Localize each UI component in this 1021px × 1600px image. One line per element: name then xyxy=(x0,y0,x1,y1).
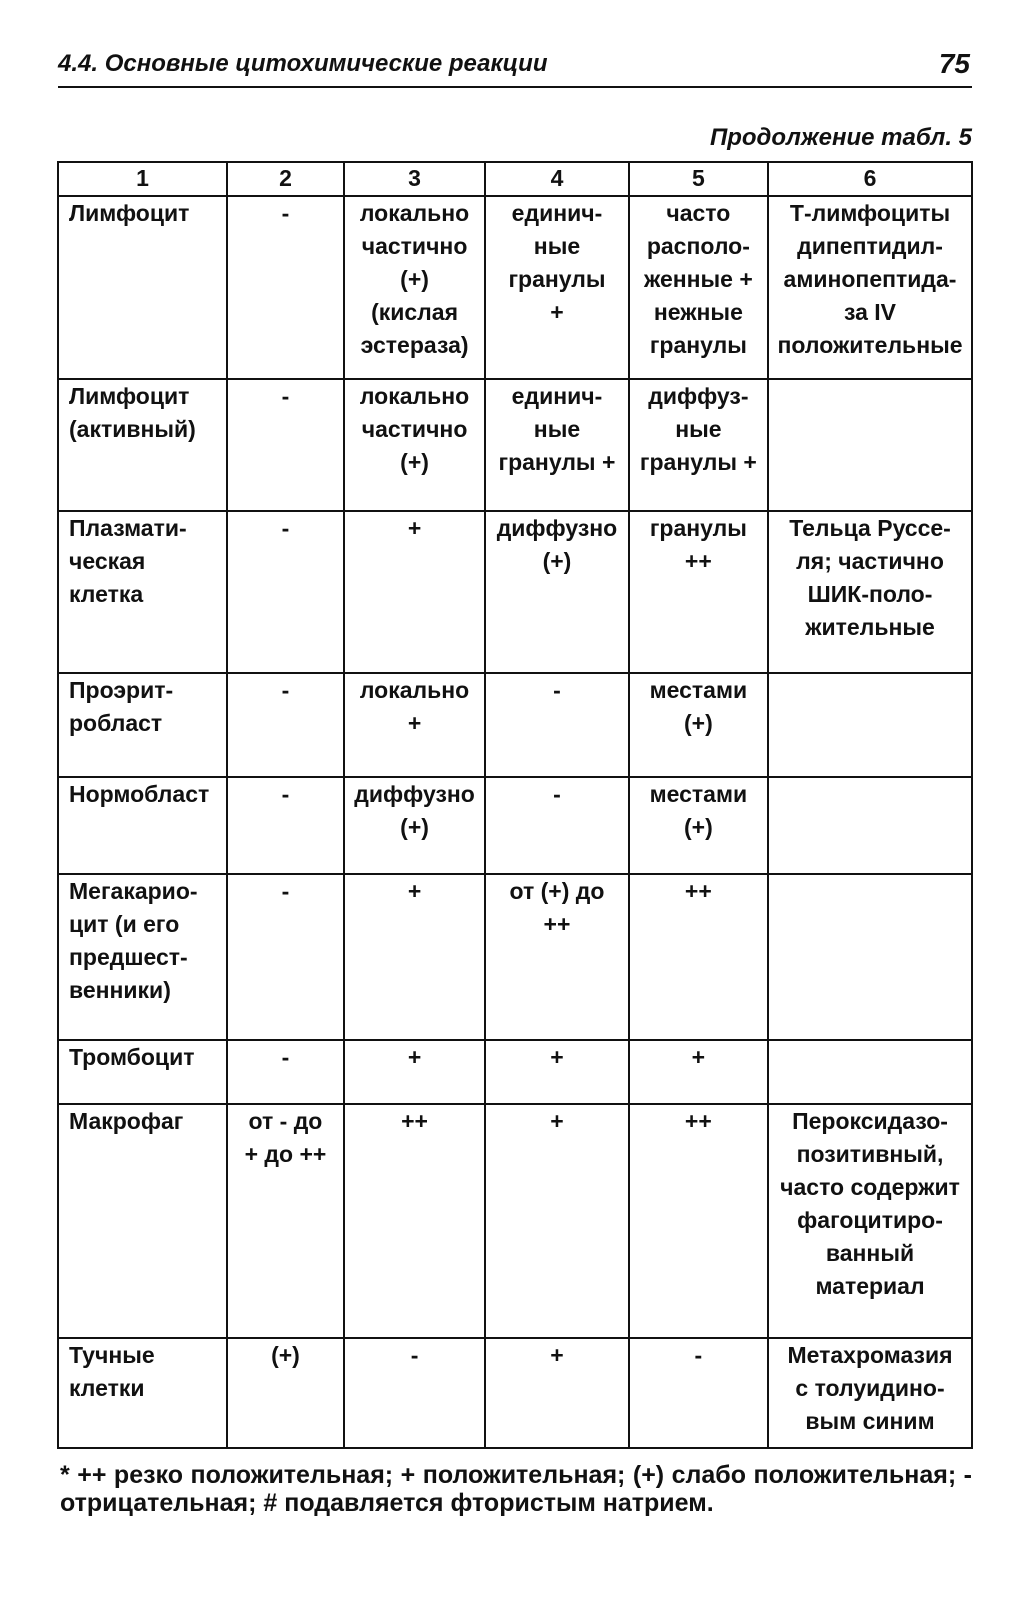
cell-cell-type: Лимфоцит xyxy=(58,196,227,379)
cell-col6: Пероксидазо- позитивный, часто содержит фагоцитиро- ванный материал xyxy=(768,1104,972,1338)
page-number: 75 xyxy=(938,48,970,79)
cell-col3: локально + xyxy=(344,673,485,777)
cell-cell-type: Лимфоцит (активный) xyxy=(58,379,227,511)
table-continuation-label: Продолжение табл. 5 xyxy=(709,124,972,151)
table-row xyxy=(58,1338,972,1448)
cell-col6: Тельца Руссе- ля; частично ШИК-поло- жительные xyxy=(768,511,972,673)
cell-col5: часто располо- женные + нежные гранулы xyxy=(629,196,768,379)
section-title: 4.4. Основные цитохимические реакции xyxy=(58,50,548,77)
cell-col3: локально частично (+) xyxy=(344,379,485,511)
cell-col3: - xyxy=(344,1338,485,1448)
table-row xyxy=(58,511,972,673)
column-header: 5 xyxy=(629,162,768,196)
table-row xyxy=(58,1040,972,1104)
cell-col4: от (+) до ++ xyxy=(485,874,628,1040)
cell-col2: - xyxy=(227,777,344,874)
cell-cell-type: Мегакарио- цит (и его предшест- венники) xyxy=(58,874,227,1040)
cell-cell-type: Плазмати- ческая клетка xyxy=(58,511,227,673)
table-row xyxy=(58,1104,972,1338)
table-row xyxy=(58,874,972,1040)
cell-col5: диффуз- ные гранулы + xyxy=(629,379,768,511)
table-row xyxy=(58,196,972,379)
cell-col5: местами (+) xyxy=(629,673,768,777)
cell-col2: (+) xyxy=(227,1338,344,1448)
cell-col5: - xyxy=(629,1338,768,1448)
cell-col3: + xyxy=(344,511,485,673)
table-header-row xyxy=(58,162,972,196)
cell-cell-type: Макрофаг xyxy=(58,1104,227,1338)
column-header: 2 xyxy=(227,162,344,196)
cell-col6 xyxy=(768,874,972,1040)
running-head xyxy=(58,46,972,88)
cell-col4: + xyxy=(485,1338,628,1448)
cell-col4: единич- ные гранулы + xyxy=(485,196,628,379)
cell-col2: - xyxy=(227,196,344,379)
cell-col2: - xyxy=(227,511,344,673)
cell-col3: ++ xyxy=(344,1104,485,1338)
cell-col3: + xyxy=(344,1040,485,1104)
cell-cell-type: Тучные клетки xyxy=(58,1338,227,1448)
column-header: 4 xyxy=(485,162,628,196)
column-header: 3 xyxy=(344,162,485,196)
cell-col5: местами (+) xyxy=(629,777,768,874)
cell-cell-type: Тромбоцит xyxy=(58,1040,227,1104)
cell-col3: диффузно (+) xyxy=(344,777,485,874)
column-header: 1 xyxy=(58,162,227,196)
cell-col4: - xyxy=(485,777,628,874)
table-body xyxy=(58,196,972,1448)
cell-col6 xyxy=(768,1040,972,1104)
cell-col5: + xyxy=(629,1040,768,1104)
cell-col4: - xyxy=(485,673,628,777)
table-row xyxy=(58,379,972,511)
cell-col2: - xyxy=(227,379,344,511)
cell-col2: от - до + до ++ xyxy=(227,1104,344,1338)
cell-col6: Т-лимфоциты дипептидил- аминопептида- за IV положительные xyxy=(768,196,972,379)
cell-col5: ++ xyxy=(629,1104,768,1338)
cell-col6: Метахромазия с толуидино- вым синим xyxy=(768,1338,972,1448)
cell-col2: - xyxy=(227,673,344,777)
cell-cell-type: Нормобласт xyxy=(58,777,227,874)
cell-col2: - xyxy=(227,874,344,1040)
cell-col5: гранулы ++ xyxy=(629,511,768,673)
cell-col4: диффузно (+) xyxy=(485,511,628,673)
cell-col4: единич- ные гранулы + xyxy=(485,379,628,511)
table-header xyxy=(58,162,972,196)
cell-cell-type: Проэрит- робласт xyxy=(58,673,227,777)
cell-col5: ++ xyxy=(629,874,768,1040)
table-row xyxy=(58,673,972,777)
table-row xyxy=(58,777,972,874)
cell-col3: + xyxy=(344,874,485,1040)
cytochemical-reactions-table xyxy=(57,161,973,1449)
cell-col6 xyxy=(768,379,972,511)
column-header: 6 xyxy=(768,162,972,196)
cell-col2: - xyxy=(227,1040,344,1104)
cell-col6 xyxy=(768,777,972,874)
cell-col4: + xyxy=(485,1040,628,1104)
cell-col6 xyxy=(768,673,972,777)
cell-col4: + xyxy=(485,1104,628,1338)
table-footnote: * ++ резко положительная; + положительная; (+) слабо положительная; - отрицательная; # подавляется фтористым натрием. xyxy=(60,1461,972,1517)
cell-col3: локально частично (+) (кислая эстераза) xyxy=(344,196,485,379)
